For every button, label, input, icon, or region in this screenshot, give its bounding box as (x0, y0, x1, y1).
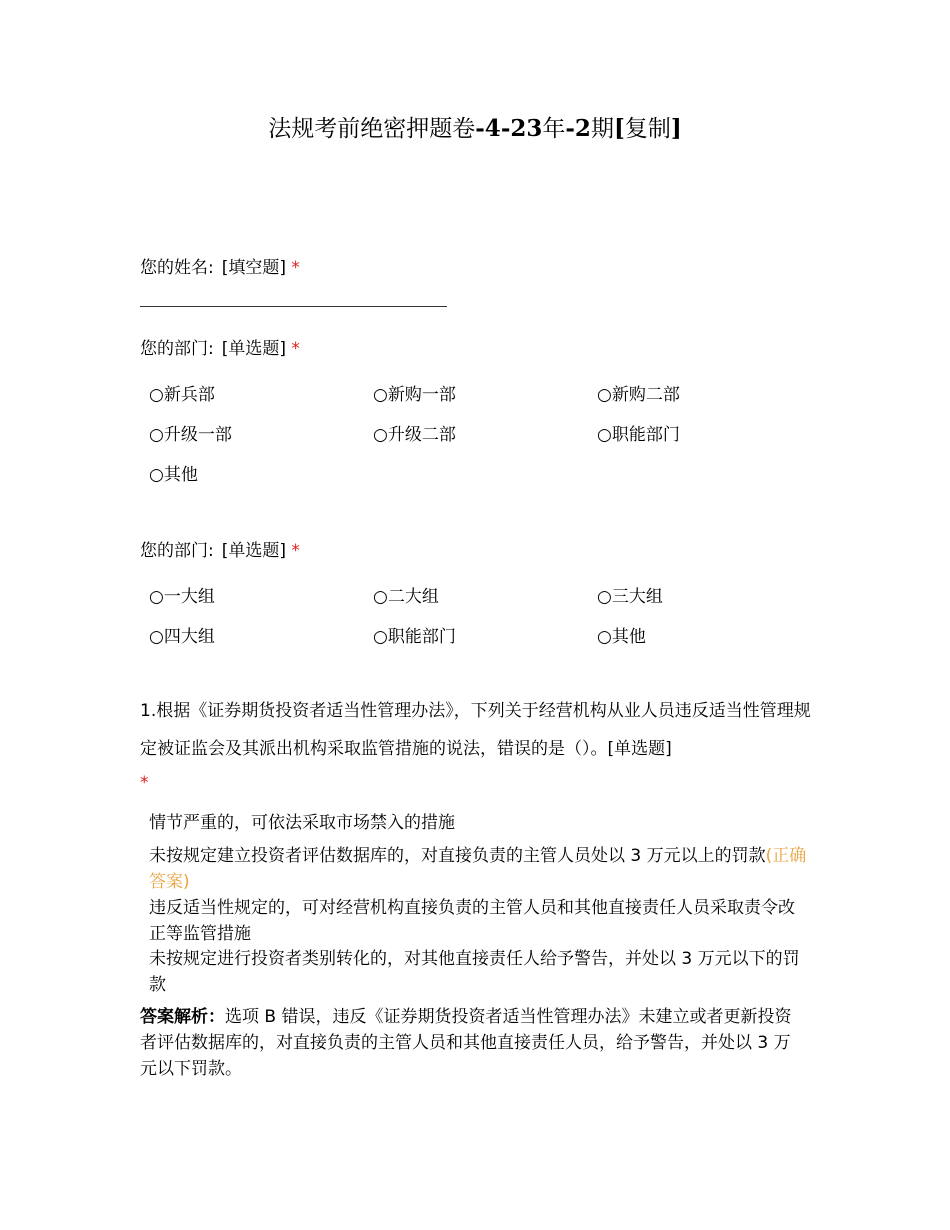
correct-answer-tag: (正确答案) (149, 846, 807, 892)
page-title: 法规考前绝密押题卷-4-23年-2期[复制] (268, 115, 682, 142)
question-dept2-label: 您的部门: [单选题] * (140, 541, 300, 561)
required-mark: * (291, 339, 300, 359)
dept1-option[interactable]: ○新购一部 (373, 385, 456, 405)
dept1-option[interactable]: ○升级一部 (149, 425, 232, 445)
required-mark: * (140, 773, 149, 793)
required-mark: * (291, 541, 300, 561)
required-mark: * (291, 258, 300, 278)
dept2-option[interactable]: ○二大组 (373, 587, 439, 607)
dept1-option[interactable]: ○其他 (149, 465, 198, 485)
dept1-option[interactable]: ○职能部门 (597, 425, 680, 445)
dept2-option[interactable]: ○四大组 (149, 627, 215, 647)
dept2-option[interactable]: ○职能部门 (373, 627, 456, 647)
q1-choice-b[interactable]: 未按规定建立投资者评估数据库的，对直接负责的主管人员处以 3 万元以上的罚款(正确答案) (149, 846, 807, 892)
dept2-option[interactable]: ○一大组 (149, 587, 215, 607)
answer-analysis: 答案解析：选项 B 错误，违反《证券期货投资者适当性管理办法》未建立或者更新投资者评估数据库的，对直接负责的主管人员和其他直接责任人员，给予警告，并处以 3 万元以下罚款。 (140, 1007, 792, 1079)
dept2-option[interactable]: ○三大组 (597, 587, 663, 607)
dept1-option[interactable]: ○升级二部 (373, 425, 456, 445)
q1-choice-d[interactable]: 未按规定进行投资者类别转化的，对其他直接责任人给予警告，并处以 3 万元以下的罚款 (149, 949, 800, 995)
question-dept1-label: 您的部门: [单选题] * (140, 339, 300, 359)
question-1-text: 1.根据《证券期货投资者适当性管理办法》，下列关于经营机构从业人员违反适当性管理规定被证监会及其派出机构采取监管措施的说法，错误的是（）。[单选题] * (140, 692, 815, 798)
question-name-label: 您的姓名: [填空题] * (140, 258, 300, 278)
name-input-line[interactable] (140, 306, 447, 307)
q1-choice-a[interactable]: 情节严重的，可依法采取市场禁入的措施 (149, 813, 455, 833)
dept2-option[interactable]: ○其他 (597, 627, 646, 647)
dept1-option[interactable]: ○新兵部 (149, 385, 215, 405)
dept1-option[interactable]: ○新购二部 (597, 385, 680, 405)
q1-choice-c[interactable]: 违反适当性规定的，可对经营机构直接负责的主管人员和其他直接责任人员采取责令改正等监管措施 (149, 898, 795, 944)
